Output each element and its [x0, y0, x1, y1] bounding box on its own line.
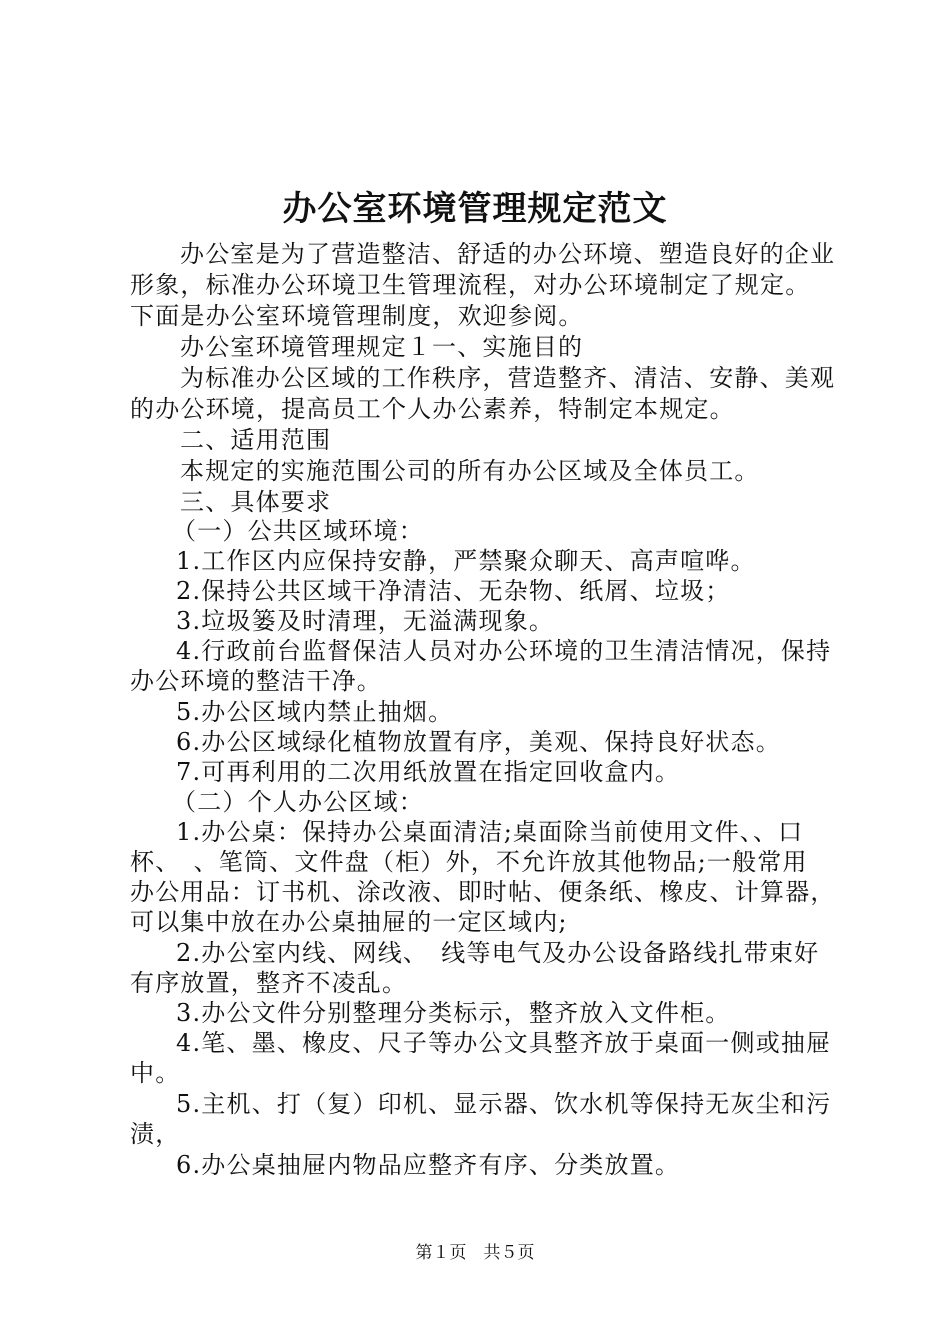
list-item: 6.办公区域绿化植物放置有序，美观、保持良好状态。	[176, 728, 781, 756]
paragraph-line: 形象，标准办公环境卫生管理流程，对办公环境制定了规定。	[130, 271, 811, 299]
list-item: 1.工作区内应保持安静，严禁聚众聊天、高声喧哗。	[176, 547, 756, 575]
subsection-heading: （二）个人办公区域：	[172, 788, 424, 816]
paragraph-line: 的办公环境，提高员工个人办公素养，特制定本规定。	[130, 395, 735, 423]
subsection-heading: （一）公共区域环境：	[172, 517, 424, 545]
paragraph-line: 下面是办公室环境管理制度，欢迎参阅。	[130, 302, 584, 330]
list-item-continuation: 渍，	[130, 1120, 181, 1148]
list-item: 3.垃圾篓及时清理，无溢满现象。	[176, 607, 555, 635]
list-item: 7.可再利用的二次用纸放置在指定回收盒内。	[176, 758, 681, 786]
list-item-continuation: 杯、 、笔筒、文件盘（柜）外，不允许放其他物品;一般常用	[130, 848, 808, 876]
list-item: 6.办公桌抽屉内物品应整齐有序、分类放置。	[176, 1151, 681, 1179]
paragraph-line: 办公室环境管理规定１一、实施目的	[180, 333, 584, 361]
list-item-continuation: 办公环境的整洁干净。	[130, 667, 382, 695]
list-item: 5.主机、打（复）印机、显示器、饮水机等保持无灰尘和污	[176, 1090, 832, 1118]
list-item: 1.办公桌：保持办公桌面清洁;桌面除当前使用文件、、口	[176, 818, 804, 846]
paragraph-line: 办公室是为了营造整洁、舒适的办公环境、塑造良好的企业	[180, 240, 836, 268]
page-number-footer: 第１页 共５页	[415, 1243, 535, 1263]
list-item-continuation: 有序放置，整齐不凌乱。	[130, 969, 408, 997]
paragraph-line: 本规定的实施范围公司的所有办公区域及全体员工。	[180, 457, 760, 485]
list-item: 4.笔、墨、橡皮、尺子等办公文具整齐放于桌面一侧或抽屉	[176, 1029, 832, 1057]
list-item-continuation: 可以集中放在办公桌抽屉的一定区域内;	[130, 908, 568, 936]
paragraph-line: 为标准办公区域的工作秩序，营造整齐、清洁、安静、美观	[180, 364, 836, 392]
section-heading: 三、具体要求	[180, 488, 332, 516]
section-heading: 二、适用范围	[180, 426, 332, 454]
list-item-continuation: 办公用品：订书机、涂改液、即时帖、便条纸、橡皮、计算器，	[130, 878, 836, 906]
list-item: 2.保持公共区域干净清洁、无杂物、纸屑、垃圾；	[176, 577, 731, 605]
list-item: 3.办公文件分别整理分类标示，整齐放入文件柜。	[176, 999, 731, 1027]
list-item: 4.行政前台监督保洁人员对办公环境的卫生清洁情况，保持	[176, 637, 832, 665]
list-item: 5.办公区域内禁止抽烟。	[176, 698, 454, 726]
list-item-continuation: 中。	[130, 1059, 181, 1087]
document-title: 办公室环境管理规定范文	[282, 189, 668, 229]
list-item: 2.办公室内线、网线、 线等电气及办公设备路线扎带束好	[176, 939, 820, 967]
